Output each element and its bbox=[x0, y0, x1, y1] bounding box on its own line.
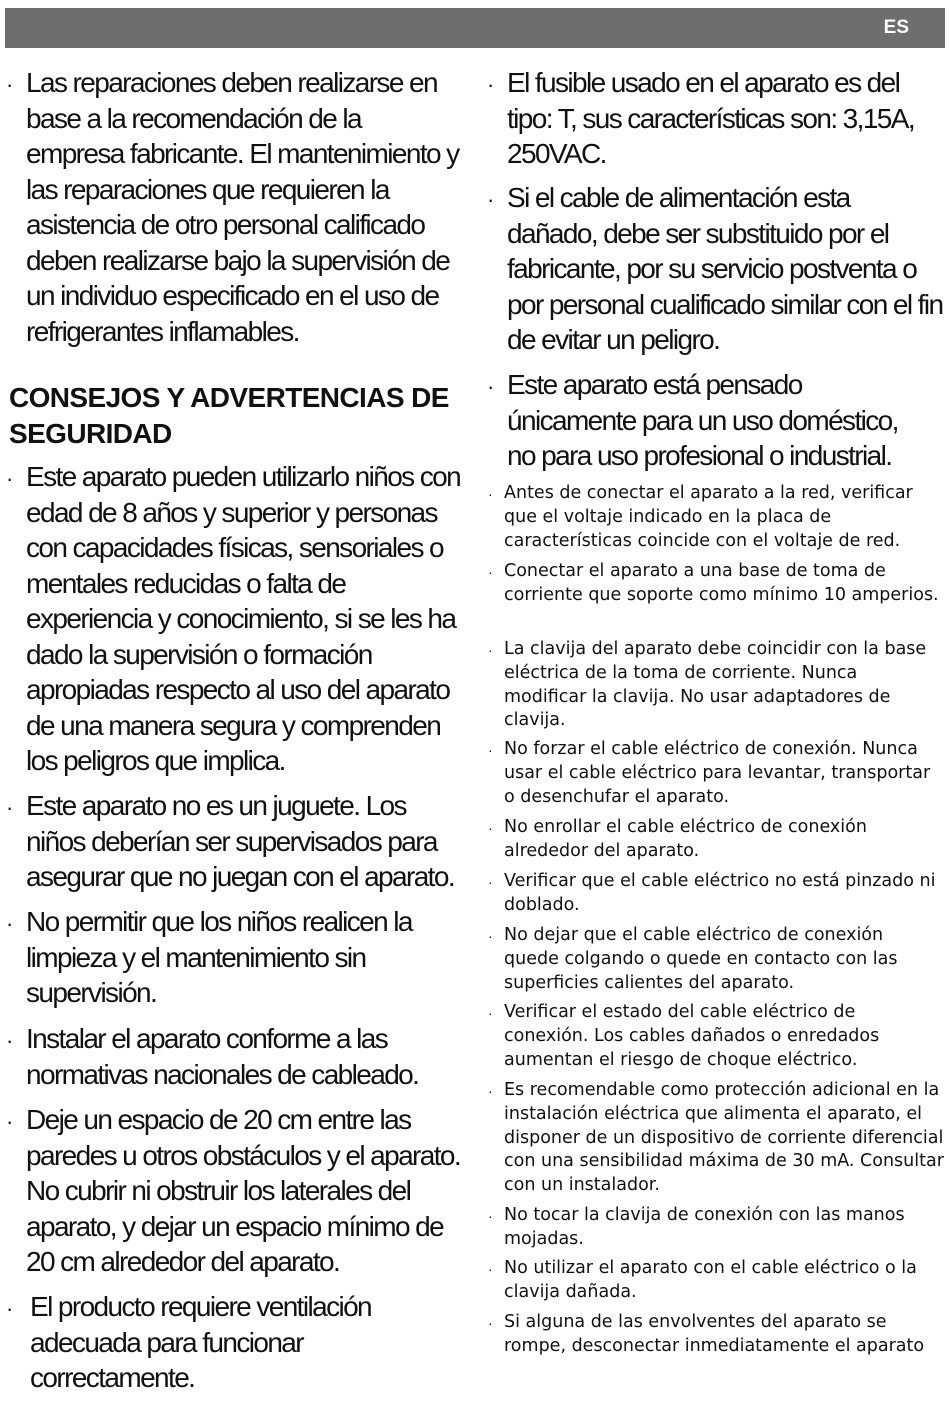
item-text: Verificar que el cable eléctrico no está pinzado ni doblado. bbox=[504, 871, 936, 915]
bullet: · bbox=[6, 911, 12, 936]
bullet: · bbox=[488, 820, 493, 836]
item-text: La clavija del aparato debe coincidir con la base eléctrica de la toma de corriente. Nunca modificar la clavija. No usar adaptadores de clavija. bbox=[504, 639, 927, 731]
bullet: · bbox=[6, 795, 12, 820]
item-text: Si alguna de las envolventes del aparato se rompe, desconectar inmediatamente el aparato bbox=[504, 1312, 925, 1356]
bullet: · bbox=[6, 1028, 12, 1053]
item-text: Las reparaciones deben realizarse en base a la recomendación de la empresa fabricante. El mantenimiento y las reparaciones que requieren la asistencia de otro personal calificado deben realizarse bajo la supervisión de un individuo especificado en el uso de refrigerantes inflamables. bbox=[26, 67, 459, 347]
item-text: El producto requiere ventilación adecuada para funcionar correctamente. bbox=[30, 1291, 372, 1393]
list-item bbox=[4, 904, 424, 1011]
item-text: Este aparato está pensado únicamente para un uso doméstico, no para uso profesional o industrial. bbox=[507, 369, 898, 471]
page-header-bar bbox=[5, 8, 945, 48]
list-item bbox=[4, 788, 464, 895]
bullet: · bbox=[488, 486, 493, 502]
list-item bbox=[485, 1311, 940, 1359]
language-label: ES bbox=[883, 17, 909, 38]
item-text: Este aparato pueden utilizarlo niños con edad de 8 años y superior y personas con capacidades físicas, sensoriales o mentales reducidas o falta de experiencia y conocimiento, si se les ha dado la supervisión o formación apropiadas respecto al uso del aparato de una manera segura y comprenden los peligros que implica. bbox=[26, 461, 461, 776]
list-item bbox=[485, 1001, 940, 1072]
bullet: · bbox=[488, 1315, 493, 1331]
item-text: Este aparato no es un juguete. Los niños deberían ser supervisados para asegurar que no juegan con el aparato. bbox=[26, 790, 455, 892]
list-item bbox=[485, 1079, 945, 1198]
list-item bbox=[4, 1021, 424, 1092]
bullet: · bbox=[6, 1296, 12, 1321]
item-text: No enrollar el cable eléctrico de conexión alrededor del aparato. bbox=[504, 817, 867, 861]
bullet: · bbox=[488, 742, 493, 758]
list-item bbox=[485, 924, 940, 995]
section-heading: CONSEJOS Y ADVERTENCIAS DE SEGURIDAD bbox=[9, 382, 449, 449]
bullet: · bbox=[488, 642, 493, 658]
list-item bbox=[485, 1257, 940, 1305]
bullet: · bbox=[488, 1005, 493, 1021]
item-text: Verificar el estado del cable eléctrico de conexión. Los cables dañados o enredados aumentan el riesgo de choque eléctrico. bbox=[504, 1002, 880, 1070]
bullet: · bbox=[6, 1109, 12, 1134]
item-text: El fusible usado en el aparato es del tipo: T, sus características son: 3,15A, 250VAC. bbox=[507, 67, 915, 169]
item-text: Antes de conectar el aparato a la red, verificar que el voltaje indicado en la placa de características coincide con el voltaje de red. bbox=[504, 483, 913, 551]
list-item bbox=[485, 367, 925, 474]
bullet: · bbox=[488, 564, 493, 580]
list-item bbox=[485, 560, 940, 608]
list-item bbox=[485, 1204, 940, 1252]
list-item bbox=[4, 459, 476, 779]
item-text: No tocar la clavija de conexión con las manos mojadas. bbox=[504, 1205, 905, 1249]
list-item bbox=[485, 738, 945, 809]
item-text: Es recomendable como protección adicional en la instalación eléctrica que alimenta el aparato, el disponer de un dispositivo de corriente diferencial con una sensibilidad máxima de 30 mA. Consultar con un instalador. bbox=[504, 1080, 944, 1196]
bullet: · bbox=[487, 374, 493, 399]
item-text: Si el cable de alimentación esta dañado, debe ser substituido por el fabricante, por su servicio postventa o por personal cualificado similar con el fin de evitar un peligro. bbox=[507, 182, 943, 355]
item-text: No utilizar el aparato con el cable eléctrico o la clavija dañada. bbox=[504, 1258, 917, 1302]
list-item bbox=[485, 638, 940, 733]
bullet: · bbox=[6, 72, 12, 97]
list-item bbox=[485, 482, 940, 553]
list-item bbox=[485, 65, 945, 172]
list-item bbox=[4, 1289, 470, 1396]
item-text: Deje un espacio de 20 cm entre las paredes u otros obstáculos y el aparato. No cubrir ni obstruir los laterales del aparato, y dejar un espacio mínimo de 20 cm alrededor del aparato. bbox=[26, 1104, 461, 1277]
bullet: · bbox=[487, 72, 493, 97]
list-item bbox=[485, 816, 940, 864]
item-text: No forzar el cable eléctrico de conexión. Nunca usar el cable eléctrico para levantar, transportar o desenchufar el aparato. bbox=[504, 739, 931, 807]
list-item bbox=[485, 180, 945, 358]
item-text: Conectar el aparato a una base de toma de corriente que soporte como mínimo 10 amperios. bbox=[504, 561, 939, 605]
bullet: · bbox=[488, 1083, 493, 1099]
bullet: · bbox=[487, 187, 493, 212]
bullet: · bbox=[488, 928, 493, 944]
item-text: No permitir que los niños realicen la limpieza y el mantenimiento sin supervisión. bbox=[26, 906, 412, 1008]
item-text: Instalar el aparato conforme a las normativas nacionales de cableado. bbox=[26, 1023, 419, 1090]
bullet: · bbox=[488, 874, 493, 890]
list-item bbox=[4, 1102, 466, 1280]
bullet: · bbox=[488, 1261, 493, 1277]
list-item bbox=[4, 65, 464, 349]
bullet: · bbox=[6, 466, 12, 491]
item-text: No dejar que el cable eléctrico de conexión quede colgando o quede en contacto con las superficies calientes del aparato. bbox=[504, 925, 898, 993]
list-item bbox=[485, 870, 940, 918]
bullet: · bbox=[488, 1208, 493, 1224]
